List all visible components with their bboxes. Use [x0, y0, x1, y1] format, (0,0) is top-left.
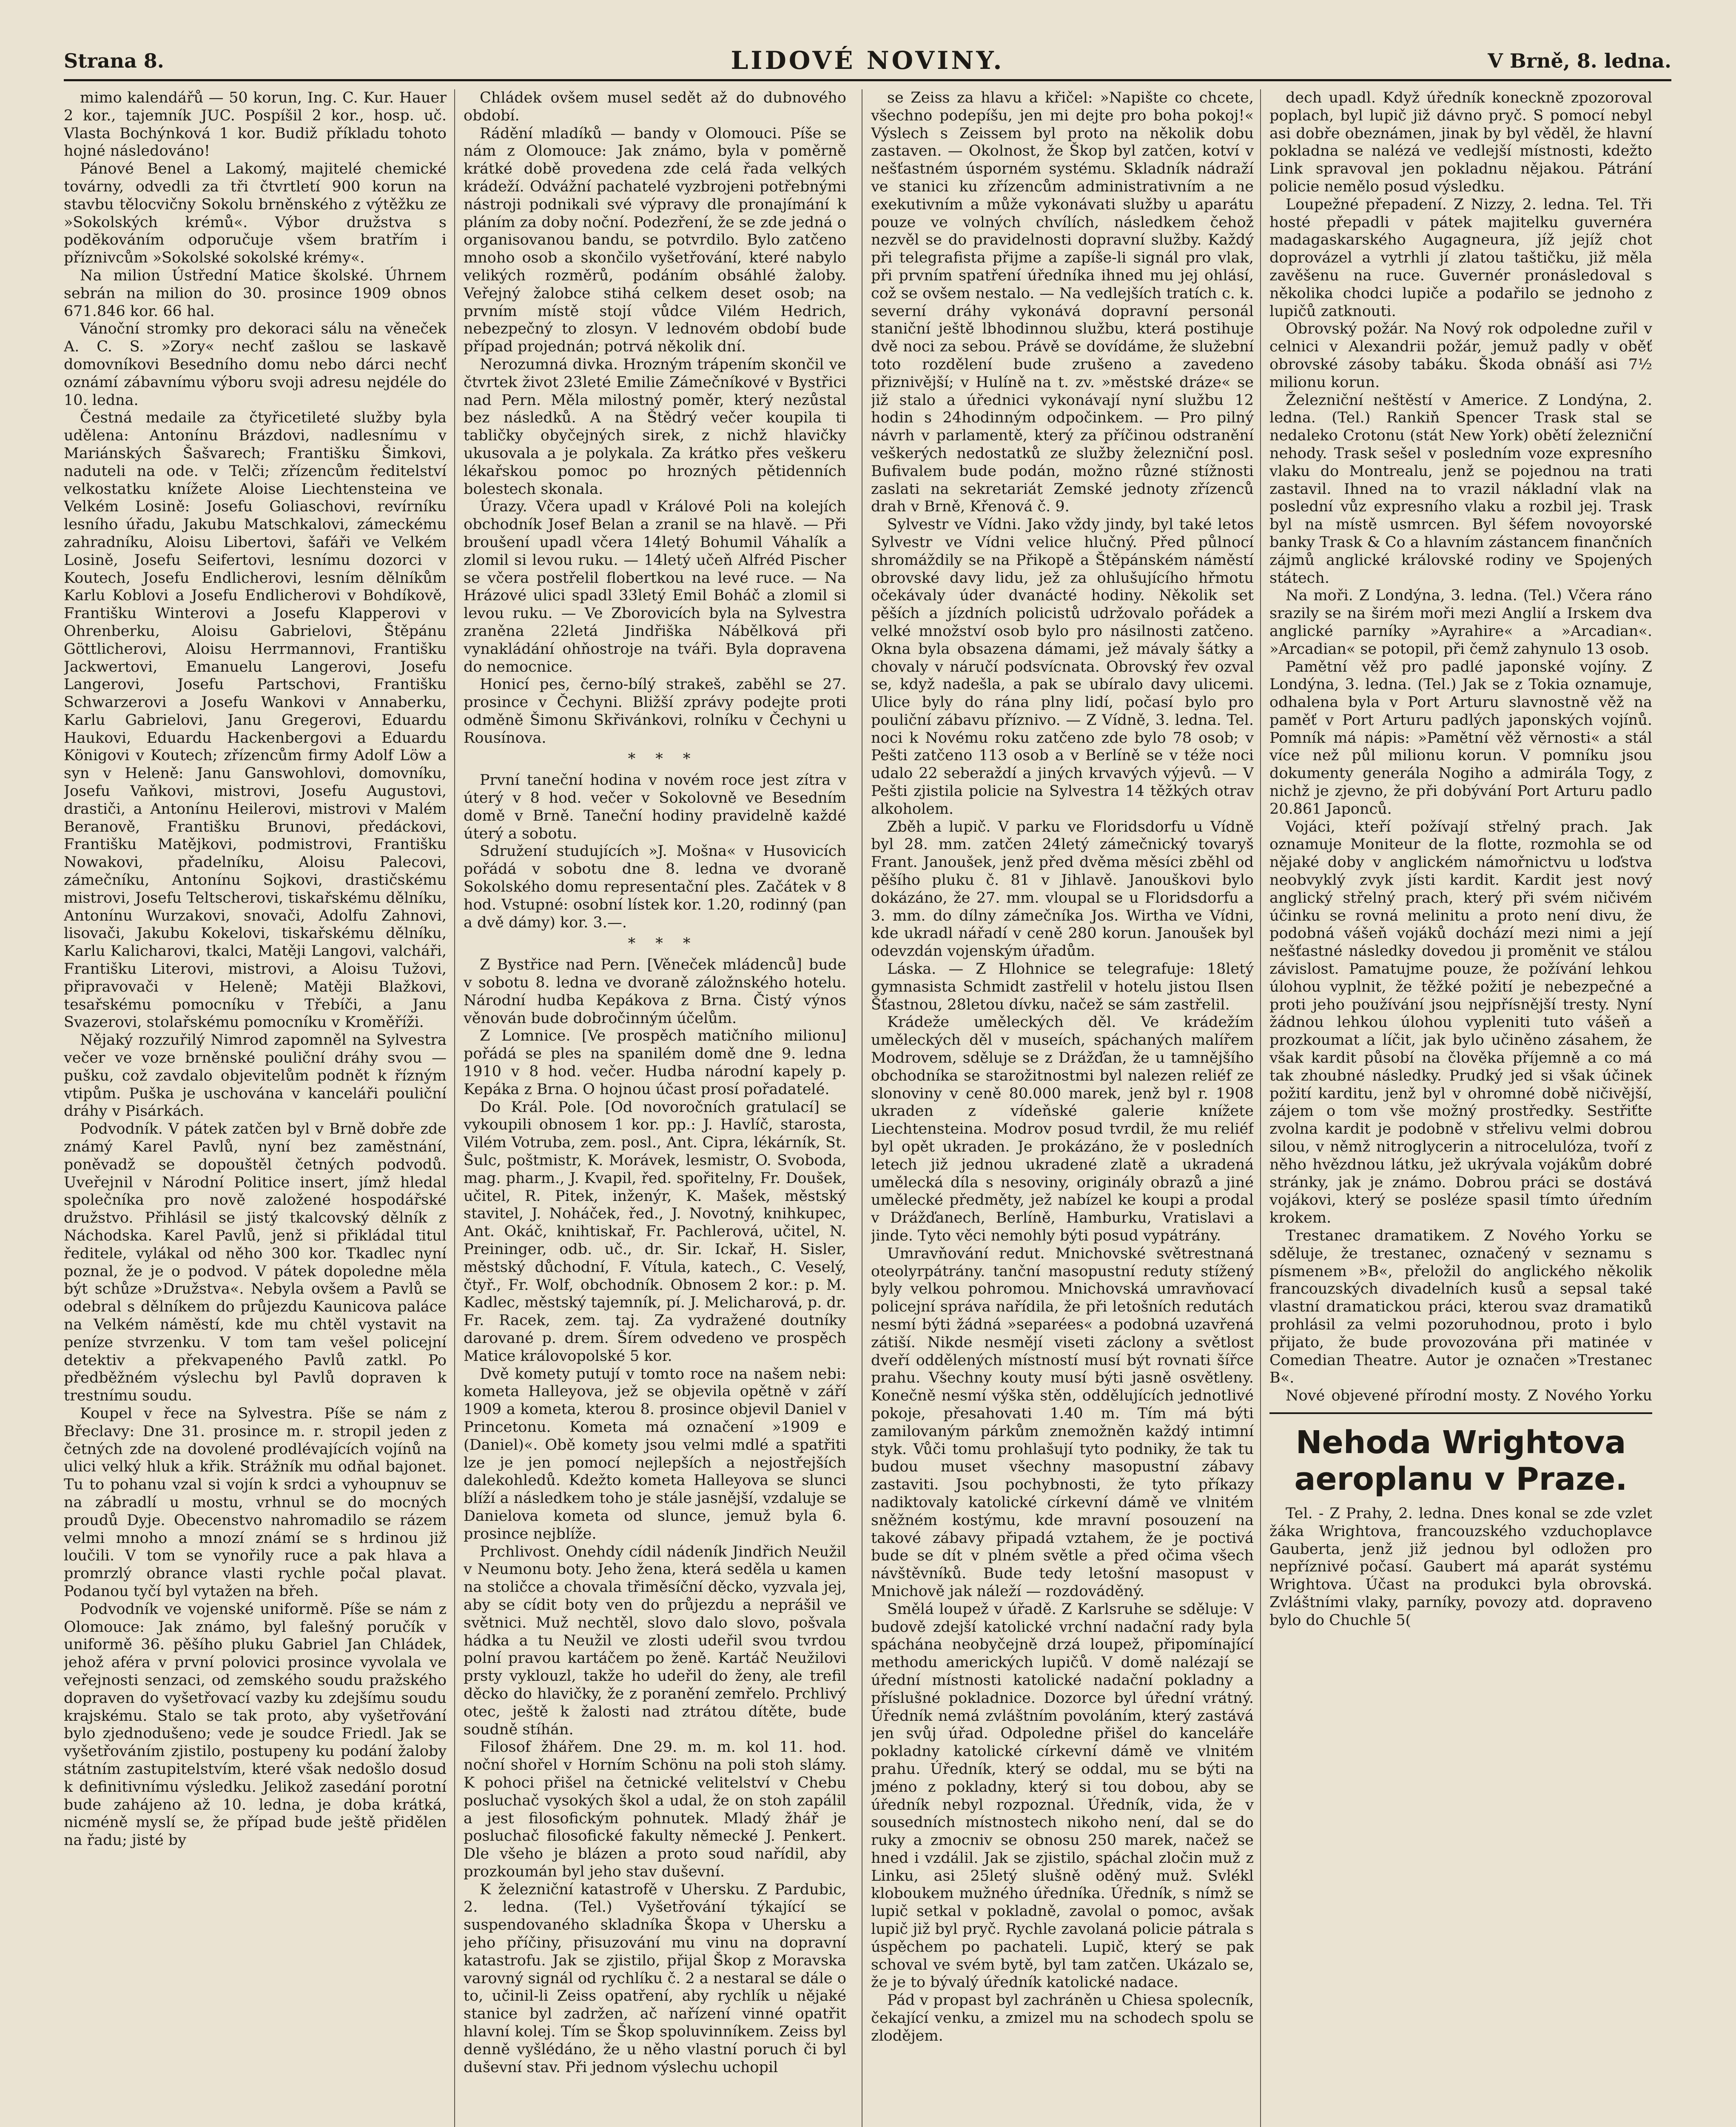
article-paragraph: Na milion Ústřední Matice školské. Úhrnem sebrán na milion do 30. prosince 1909 obnos 671.846 kor. 66 hal.	[64, 267, 447, 320]
page-label: Strana 8.	[64, 49, 164, 72]
article-paragraph: Do Král. Pole. [Od novoročních gratulací] se vykoupili obnosem 1 kor. pp.: J. Havlíč, starosta, Vilém Votruba, zem. posl., Ant. Cipra, lékárník, St. Šulc, poštmistr, K. Morávek, lesmistr, O. Svoboda, mag. pharm., J. Kvapil, řed. spořitelny, Fr. Doušek, učitel, R. Pitek, inženýr, K. Mašek, městský stavitel, J. Noháček, řed., J. Novotný, knihkupec, Ant. Okáč, knihtiskař, Fr. Pachlerová, učitel, N. Preininger, odb. uč., dr. Sir. Ickař, H. Sisler, městský důchodní, F. Vítula, katech., C. Veselý, čtyř., Fr. Wolf, obchodník. Obnosem 2 kor.: p. M. Kadlec, městský tajemník, pí. J. Melicharová, p. dr. Fr. Racek, zem. taj. Za vydražené doutníky darované p. drem. Šírem odvedeno ve prospěch Matice královopolské 5 kor.	[464, 1098, 846, 1365]
article-paragraph: Nerozumná divka. Hrozným trápením skončil ve čtvrtek život 23leté Emilie Zámečníkové v Bystřici nad Pern. Měla milostný poměr, který nezůstal bez následků. A na Štědrý večer koupila ti tabličky obyčejných sirek, z nichž hlavičky ukusovala a je polykala. Za krátko přes veškeru lékařskou pomoc po hrozných pětidenních bolestech skonala.	[464, 356, 846, 498]
article-paragraph: Podvodník. V pátek zatčen byl v Brně dobře zde známý Karel Pavlů, nyní bez zaměstnání, poněvadž se dopouštěl četných podvodů. Uveřejnil v Národní Politice insert, jímž hledal společníka pro nově založené hospodářské družstvo. Přihlásil se jistý tkalcovský dělník z Náchodska. Karel Pavlů, jenž si přikládal titul ředitele, vylákal od něho 300 kor. Tkadlec nyní poznal, že je o podvod. V pátek dopoledne měla být schůze »Družstva«. Nebyla ovšem a Pavlů se odebral s dělníkem do průjezdu Kaunicova paláce na Velkém náměstí, kde mu chtěl vystavit na peníze stvrzenku. V tom tam vešel policejní detektiv a překvapeného Pavlů zatkl. Po předběžném výslechu byl Pavlů dopraven k trestnímu soudu.	[64, 1121, 447, 1405]
article-paragraph: Čestná medaile za čtyřicetileté služby byla udělena: Antonínu Brázdovi, nadlesnímu v Mariánských Šašvarech; Františku Šimkovi, naduteli na ode. v Telči; zřízencům ředitelství velkostatku knížete Aloise Liechtensteina ve Velkém Losině: Josefu Goliaschovi, revírníku lesního úřadu, Jakubu Matschkalovi, zámeckému zahradníku, Aloisu Libertovi, šafáři ve Velkém Losině, Josefu Seifertovi, lesnímu dozorci v Koutech, Josefu Endlicherovi, lesním dělníkům Karlu Koblovi a Josefu Endlicherovi v Bohdíkově, Františku Winterovi a Josefu Klapperovi v Ohrenberku, Aloisu Gabrielovi, Štěpánu Göttlicherovi, Aloisu Herrmannovi, Františku Jackwertovi, Emanuelu Langerovi, Josefu Langerovi, Josefu Partschovi, Františku Schwarzerovi a Josefu Wankovi v Annaberku, Karlu Gabrielovi, Janu Gregerovi, Eduardu Haukovi, Eduardu Hackenbergovi a Eduardu Königovi v Koutech; zřízencům firmy Adolf Löw a syn v Heleně: Janu Ganswohlovi, domovníku, Josefu Vaňkovi, mistrovi, Josefu Augustovi, drastiči, a Antonínu Heilerovi, mistrovi v Malém Beranově, Františku Brunovi, předáckovi, Františku Matějkovi, podmistrovi, Františku Nowakovi, přadelníku, Aloisu Palecovi, zámečníku, Antonínu Sojkovi, drastičskému mistrovi, Josefu Teltscherovi, tiskařskému dělníku, Antonínu Wurzakovi, snovači, Adolfu Zahnovi, lisovači, Jakubu Kokelovi, tiskařskému dělníku, Karlu Kalicharovi, tkalci, Matěji Langovi, valcháři, Františku Literovi, mistrovi, a Aloisu Tužovi, připravovači v Heleně; Matěji Blažkovi, tesařskému pomocníku v Třebíči, a Janu Svazerovi, stolařskému pomocníku v Kroměříži.	[64, 409, 447, 1031]
article-paragraph: Úrazy. Včera upadl v Králové Poli na kolejích obchodník Josef Belan a zranil se na hlavě. — Při broušení upadl včera 14letý Bohumil Váhalík a zlomil si levou ruku. — 14letý učeň Alfréd Pischer se včera postřelil flobertkou na levé ruce. — Na Hrázové ulici spadl 33letý Emil Boháč a zlomil si levou ruku. — Ve Zborovicích byla na Sylvestra zraněna 22letá Jindřiška Nábělková při vynakládání ohňostroje na tváři. Byla dopravena do nemocnice.	[464, 498, 846, 676]
article-paragraph: Železniční neštěstí v Americe. Z Londýna, 2. ledna. (Tel.) Rankiň Spencer Trask stal se nedaleko Crotonu (stát New York) obětí železniční nehody. Trask sešel v posledním voze expresního vlaku do Montrealu, jenž se pojednou na trati zastavil. Ihned na to vrazil nákladní vlak na poslední vůz expresního vlaku a rozbil jej. Trask byl na místě usmrcen. Byl šéfem novoyorské banky Trask & Co a hlavním zástancem finančních zájmů anglické královské rodiny ve Spojených státech.	[1269, 391, 1652, 587]
article-paragraph: Trestanec dramatikem. Z Nového Yorku se sděluje, že trestanec, označený v seznamu s písmenem »B«, přeložil do anglického několik francouzských divadelních kusů a sepsal také vlastní dramatickou práci, kterou svaz dramatiků prohlásil za velmi pozoruhodnou, proto i bylo přijato, že bude provozována při matinée v Comedian Theatre. Autor je označen »Trestanec B«.	[1269, 1227, 1652, 1387]
section-separator: * * *	[628, 750, 698, 768]
article-paragraph: Prchlivost. Onehdy cídil nádeník Jindřich Neužil v Neumonu boty. Jeho žena, která seděla u kamen na stoličce a chovala třiměsíční děcko, vyzvala jej, aby se cídit boty ven do průjezdu a neprášil ve světnici. Muž nechtěl, slovo dalo slovo, pošvala hádka a tu Neužil ve zlosti udeřil svou tvrdou polní pravou kartáčem po ženě. Kartáč Neužilovi prsty vyklouzl, takže ho udeřil do ženy, ale trefil děcko do hlavičky, že z poranění zemřelo. Prchlivý otec, ještě k žalosti nad ztrátou dítěte, bude soudně stíhán.	[464, 1543, 846, 1738]
article-paragraph: Zběh a lupič. V parku ve Floridsdorfu u Vídně byl 28. mm. zatčen 24letý zámečnický tovaryš Frant. Janoušek, jenž před dvěma měsíci zběhl od pěšího pluku č. 81 v Jihlavě. Janouškovi bylo dokázáno, že 27. mm. vloupal se u Floridsdorfu a 3. mm. do dílny zámečníka Jos. Wirtha ve Vídni, kde ukradl nářadí v ceně 280 korun. Janoušek byl odevzdán vojenským úřadům.	[871, 818, 1254, 960]
article-paragraph: Obrovský požár. Na Nový rok odpoledne zuřil v celnici v Alexandrii požár, jemuž padly v oběť obrovské zásoby tabáku. Škoda obnáší asi 7½ milionu korun.	[1269, 320, 1652, 391]
article-paragraph: Z Bystřice nad Pern. [Věneček mládenců] bude v sobotu 8. ledna ve dvoraně záložnského hotelu. Národní hudba Kepákova z Brna. Čistý výnos věnován bude dobročinným účelům.	[464, 956, 846, 1027]
article-paragraph: Pád v propast byl zachráněn u Chiesa spolecník, čekající venku, a zmizel mu na schodech spolu se zlodějem.	[871, 1992, 1254, 2044]
article-paragraph: Z Lomnice. [Ve prospěch matičního milionu] pořádá se ples na spanilém domě dne 9. ledna 1910 v 8 hod. večer. Hudba národní kapely p. Kepáka z Brna. O hojnou účast prosí pořadatelé.	[464, 1027, 846, 1098]
article-paragraph: Láska. — Z Hlohnice se telegrafuje: 18letý gymnasista Schmidt zastřelil v hotelu jistou Ilsen Šťastnou, 28letou dívku, načež se sám zastřelil.	[871, 961, 1254, 1013]
column-divider	[454, 89, 455, 2127]
masthead	[64, 46, 1671, 81]
article-paragraph: mimo kalendářů — 50 korun, Ing. C. Kur. Hauer 2 kor., tajemník JUC. Pospíšil 2 kor., hosp. uč. Vlasta Bochýnková 1 kor. Budiž příkladu tohoto hojné následováno!	[64, 89, 447, 160]
issue-date: V Brně, 8. ledna.	[1488, 49, 1671, 72]
article-paragraph: se Zeiss za hlavu a křičel: »Napište co chcete, všechno podepíšu, jen mi dejte pro boha pokoj!« Výslech s Zeissem byl proto na několik dobu zastaven. — Okolnost, že Škop byl zatčen, kotví v nešťastném úsporném systému. Skladník nádraží ve stanici ku zřízencům administrativním a ne exekutivním a může vykonávati služby u aparátu pouze ve volných chvílích, následkem čehož nezvěl se do pravidelnosti dopravní služby. Každý při telegrafista přijme a zapíše-li signál pro vlak, při prvním spatření úředníka ihned mu jej ohlásí, což se ovšem nestalo. — Na vedlejších tratích c. k. severní dráhy vykonává dopravní personál staniční ještě lbhodinnou službu, která postihuje dvě noci za sebou. Právě se dovídáme, že služební toto rozdělení bude zrušeno a zavedeno přiznivější; v Hulíně na t. zv. »městské dráze« se již stalo a úřednici vykonávají nyní službu 12 hodin s 24hodinným odpočinkem. — Pro pilný návrh v parlamentě, který za příčinou odstranění veškerých nedostatků ze služby železniční posl. Bufivalem bude podán, možno různé stížnosti zaslati na sekretariát Zemské jednoty zřízenců drah v Brně, Křenová č. 9.	[871, 89, 1254, 516]
article-paragraph: První taneční hodina v novém roce jest zítra v úterý v 8 hod. večer v Sokolovně ve Besedním domě v Brně. Taneční hodiny pravidelně každé úterý a sobotu.	[464, 772, 846, 842]
article-paragraph: Pánové Benel a Lakomý, majitelé chemické továrny, odvedli za tři čtvrtletí 900 korun na stavbu tělocvičny Sokolu brněnského z výtěžku ze »Sokolských krémů«. Výbor družstva s podĕkováním odporučuje všem bratřím i příznivcům »Sokolské sokolské krémy«.	[64, 160, 447, 267]
article-paragraph: Pamětní věž pro padlé japonské vojíny. Z Londýna, 3. ledna. (Tel.) Jak se z Tokia oznamuje, odhalena byla v Port Arturu slavnostně věž na paměť v Port Arturu padlých japonských vojínů. Pomník má nápis: »Pamětní věž věrnosti« a stál více než půl milionu korun. V pomníku jsou dokumenty generála Nogiho a admirála Togy, z nichž je zjevno, že při dobývání Port Arturu padlo 20.861 Japonců.	[1269, 658, 1652, 818]
article-paragraph: Dvě komety putují v tomto roce na našem nebi: kometa Halleyova, jež se objevila opětně v září 1909 a kometa, kterou 8. prosince objevil Daniel v Princetonu. Kometa má označení »1909 e (Daniel)«. Obě komety jsou velmi mdlé a spatřiti lze je jen pomocí nejlepších a nejostřejších dalekohledů. Kdežto kometa Halleyova se slunci blíží a následkem toho je stále jasnější, vzdaluje se Danielova kometa od slunce, jemuž byla 6. prosince nejblíže.	[464, 1365, 846, 1543]
column-3	[871, 89, 1254, 2127]
article-paragraph: Filosof žhářem. Dne 29. m. m. kol 11. hod. noční shořel v Horním Schönu na poli stoh slámy. K pohoci přišel na četnické velitelství v Chebu posluchač vysokých škol a udal, že on stoh zapálil a jest filosofickým pohnutek. Mladý žhář je posluchač filosofické fakulty německé J. Penkert. Dle všeho je blázen a proto soud nařídil, aby prozkoumán byl jeho stav duševní.	[464, 1739, 846, 1880]
article-paragraph: Podvodník ve vojenské uniformě. Píše se nám z Olomouce: Jak známo, byl falešný poručík v uniformě 36. pěšího pluku Gabriel Jan Chládek, jehož aféra v první polovici prosince vyvolala ve veřejnosti senzaci, od zemského soudu pražského dopraven do vyšetřovací vazby ku zdejšímu soudu krajskému. Stalo se tak proto, aby vyšetřování bylo zjednodušeno; vede je soudce Friedl. Jak se vyšetřováním zjistilo, postupeny ku podání žaloby státním zastupitelstvím, které však nedošlo dosud k definitivnímu výsledku. Jelikož zasedání porotní bude zahájeno až 10. ledna, je doba krátká, nicméně myslí se, že případ bude ještě přidělen na řadu; jisté by	[64, 1600, 447, 1849]
column-divider	[1260, 89, 1261, 2127]
column-2	[464, 89, 846, 2127]
article-paragraph: Na moři. Z Londýna, 3. ledna. (Tel.) Včera ráno srazily se na širém moři mezi Anglií a Irskem dva anglické parníky »Ayrahire« a »Arcadian«. »Arcadian« se potopil, při čemž zahynulo 13 osob.	[1269, 587, 1652, 658]
article-paragraph: Smělá loupež v úřadě. Z Karlsruhe se sděluje: V budově zdejší katolické vrchní nadační rady byla spáchána neobyčejně drzá loupež, připomínající methodu amerických lupičů. V domě nalézají se úřední místnosti katolické nadační pokladny a příslušné pokladnice. Dozorce byl úřední vrátný. Úředník nemá zvláštním povoláním, který zastává jen svůj úřad. Odpoledne přišel do kanceláře pokladny katolické církevní dámě ve vlnitém prahu. Úředník, který se oddal, mu se býti na jméno z pokladny, který si tou dobou, aby se úředník nebyl rozpoznal. Úředník, vida, že v sousedních místnostech nikoho není, dal se do ruky a zmocniv se obnosu 250 marek, načež se hned i vzdálil. Jak se zjistilo, spáchal zločin muž z Linku, asi 25letý slušně oděný muž. Svlékl kloboukem mužného úředníka. Úředník, s nímž se lupič setkal v pokladně, zavolal o pomoc, avšak lupič již byl pryč. Rychle zavolaná policie pátrala s úspěchem po pachateli. Lupič, který se pak schoval ve svém bytě, byl tam zatčen. Ukázalo se, že je to bývalý úředník katolické nadace.	[871, 1600, 1254, 1991]
article-paragraph: Nějaký rozzuřilý Nimrod zapomněl na Sylvestra večer ve voze brněnské pouliční dráhy svou — pušku, což zavdalo objevitelům podnět k řízným vtipům. Puška je uschována v kanceláři pouliční dráhy v Pisárkách.	[64, 1032, 447, 1120]
section-separator: * * *	[628, 935, 698, 952]
article-body: Tel. - Z Prahy, 2. ledna. Dnes konal se zde vzlet žáka Wrightova, francouzského vzduchoplavce Gauberta, jenž již jednou byl odložen pro nepříznivé počasí. Gaubert má aparát systému Wrightova. Účast na produkci byla obrovská. Zvláštními vlaky, parníky, povozy atd. dopraveno bylo do Chuchle 5(	[1269, 1505, 1652, 1629]
article-paragraph: Sylvestr ve Vídni. Jako vždy jindy, byl také letos Sylvestr ve Vídni velice hlučný. Před půlnocí shromáždily se na Přikopě a Štěpánském náměstí obrovské davy lidu, jež za ohlušujícího hřmotu očekávaly úder dvanácté hodiny. Několik set pěších a jízdních policistů udržovalo pořádek a velké množství osob bylo pro násilnosti zatčeno. Okna byla obsazena dámami, jež mávaly šátky a chovaly v náručí podsvícnata. Obrovský řev ozval se, když nadešla, a pak se ubíralo davy ulicemi. Ulice byly do rána plny lidí, počasí bylo pro pouliční zábavu příznivo. — Z Vídně, 3. ledna. Tel. noci k Novému roku zatčeno zde bylo 78 osob; v Pešti zatčeno 113 osob a v Berlíně se v téže noci udalo 22 seberaždí a jiných krvavých výjevů. — V Pešti zjistila policie na Sylvestra 14 těžkých otrav alkoholem.	[871, 516, 1254, 818]
column-1	[64, 89, 447, 2127]
article-paragraph: dech upadl. Když úředník koneckně zpozoroval poplach, byl lupič již dávno pryč. S pomocí nebyl asi dobře obeznámen, jinak by byl věděl, že hlavní pokladna se nalézá ve vedlejší místnosti, kdežto Link spravoval jen pokladnu nějakou. Pátrání policie nemělo posud výsledku.	[1269, 89, 1652, 195]
article-paragraph: Nové objevené přírodní mosty. Z Nového Yorku	[1286, 1387, 1652, 1404]
article-paragraph: Vojáci, kteří požívají střelný prach. Jak oznamuje Moniteur de la flotte, rozmohla se od nějaké doby v anglickém námořnictvu u loďstva neobvyklý zvyk jísti kardit. Kardit jest nový anglický střelný prach, který při svém ničivém účinku se rovná melinitu a proto není divu, že podobná vášeň vojáků dochází mezi nimi a její nešťastné následky dovedou ji proměnit ve stálou závislost. Pamatujme pouze, že požívání lehkou úlohou vyplnit, že těžké požití je nebezpečné a proti jeho používání jsou nejpřísnější tresty. Nyní žádnou lehkou úlohou vypleniti tuto vášeň a prozkoumat a líčit, jak bylo učiněno zásahem, že však kardit působí na člověka příjemně a co má tak zhoubné následky. Prudký jed si však účinek požití karditu, jenž byl v ohromné době ničivější, zájem o tom vše možný prostředky. Sestřiťte zvolna kardit je podobně v střelivu velmi dobrou silou, v němž nitroglycerin a nitrocelulóza, tvoří z něho hvězdnou látku, jež ukrývala vojákům dobré stránky, jak je známo. Dobrou práci se dostává vojákovi, který se posléze spasil tímto úředním krokem.	[1269, 818, 1652, 1227]
article-top-rule	[1269, 1412, 1652, 1414]
article-paragraph: Vánoční stromky pro dekoraci sálu na věneček A. C. S. »Zory« nechť zašlou se laskavě domovníkovi Besedního domu nebo dárci nechť oznámí zábavnímu výboru svoji adresu nejdéle do 10. ledna.	[64, 320, 447, 409]
boxed-article	[1269, 1412, 1652, 1630]
column-4	[1269, 89, 1652, 1404]
article-paragraph: Sdružení studujících »J. Mošna« v Husovicích pořádá v sobotu dne 8. ledna ve dvoraně Sokolského domu representační ples. Začátek v 8 hod. Vstupné: osobní lístek kor. 1.20, rodinný (pan a dvě dámy) kor. 3.—.	[464, 843, 846, 931]
article-paragraph: Honicí pes, černo-bílý strakeš, zaběhl se 27. prosince v Čechyni. Bližší zprávy podejte proti odměně Šimonu Skřivánkovi, rolníku v Čechyni u Rousínova.	[464, 676, 846, 747]
newspaper-title: LIDOVÉ NOVINY.	[731, 46, 1005, 75]
article-paragraph: Chládek ovšem musel sedět až do dubnového období.	[464, 89, 846, 124]
article-paragraph: Umravňování redut. Mnichovské světrestnaná oteolyrpátrány. tanční masopustní reduty stížený byly velkou pohromou. Mnichovská umravňovací policejní správa nařídila, že při letošních redutách nesmí býti žádná »separées« a podobná uzavřená zátiší. Nikde nesmějí viseti záclony a světlost dveří oddělených místností musí být rovnati šířce prahu. Všechny kouty musí býti jasně osvětleny. Konečně nesmí výška stěn, oddělujících jednotlivé pokoje, přesahovati 1.40 m. Tím má býti zamilovaným párkům znemožněn každý intimní styk. Vůči tomu prohlašují tyto podniky, že tak tu budou muset všechny masopustní zábavy zastaviti. Jsou pochybnosti, že tyto příkazy nadiktovaly katolické církevní dámě ve vlnitém sněžném kostýmu, kde mravní posouzení na takové zábavy připadá vztahem, že je poctivá bude se dít v plném světle a před očima všech návštěvníků. Bude tedy letošní masopust v Mnichově jak náleží — rozdováděný.	[871, 1245, 1254, 1600]
article-headline: Nehoda Wrightova aeroplanu v Praze.	[1294, 1424, 1628, 1497]
article-paragraph: Rádění mladíků — bandy v Olomouci. Píše se nám z Olomouce: Jak známo, byla v poměrně krátké době provedena zde celá řada velkých krádeží. Odvážní pachatelé vyzbrojeni potřebnými nástroji podnikali své výpravy dle pronajímání k pláním za doby noční. Podezření, že se zde jedná o organisovanou bandu, se potvrdilo. Bylo zatčeno mnoho osob a skončilo vyšetřování, které nabylo velikých rozměrů, podáním obsáhlé žaloby. Veřejný žalobce stihá celkem deset osob; na prvním místě stojí vůdce Vilém Hedrich, nebezpečný to zlosyn. V lednovém období bude případ projednán; potrvá několik dní.	[464, 125, 846, 356]
article-paragraph: Koupel v řece na Sylvestra. Píše se nám z Břeclavy: Dne 31. prosince m. r. stropil jeden z četných zde na dovolené prodlévajících vojínů na ulici velký hluk a křik. Strážník mu odňal bajonet. Tu to pohanu vzal si vojín k srdci a vyhoupnuv se na zábradlí u mostu, vrhnul se do mocných proudů Dyje. Obecenstvo nahromadilo se rázem velmi mnoho a mnozí známí se s hrdinou již loučili. V tom se vynořily ruce a pak hlava a promrzlý obrance vlasti rychle počal plavat. Podanou tyčí byl vytažen na břeh.	[64, 1405, 447, 1600]
article-paragraph: K železniční katastrofě v Uhersku. Z Pardubic, 2. ledna. (Tel.) Vyšetřování týkající se suspendovaného skladníka Škopa v Uhersku a jeho příčiny, přisuzování mu vinu na dopravní katastrofu. Jak se zjistilo, přijal Škop z Moravska varovný signál od rychlíku č. 2 a nestaral se dále o to, učinil-li Zeiss opatření, aby rychlík u nějaké stanice byl zadržen, ač nařízení vinné opatřit hlavní kolej. Tím se Škop spoluvinníkem. Zeiss byl denně vyšlédáno, že u něho vlastní poruch či byl duševní stav. Při jednom výslechu uchopil	[464, 1881, 846, 2076]
article-paragraph: Loupežné přepadení. Z Nizzy, 2. ledna. Tel. Tři hosté přepadli v pátek majitelku guvernéra madagaskarského Augagneura, jíž jejíž chot doprovázel a vytrhli jí zlatou taštičku, již měla zavěšenu na ruce. Guvernér pronásledoval s několika chodci lupiče a podařilo se jednoho z lupičů zatknouti.	[1269, 196, 1652, 320]
article-paragraph: Krádeže uměleckých děl. Ve krádežím uměleckých děl v museích, spáchaných malířem Modrovem, sděluje se z Drážďan, že u tamnějšího obchodníka se starožitnostmi byl nalezen reliéf ze slonoviny v ceně 80.000 marek, jenž byl r. 1908 ukraden z vídeňské galerie knížete Liechtensteina. Modrov posud tvrdil, že mu reliéf byl opět ukraden. Je prokázáno, že v posledních letech již jednou ukradené zlatě a ukradená umělecká díla s nesoviny, originály obrazů a jiné umělecké předměty, jež nabízel ke koupi a prodal v Drážďanech, Berlíně, Hamburku, Vratislavi a jinde. Tyto věci nemohly býti posud vypátrány.	[871, 1014, 1254, 1244]
